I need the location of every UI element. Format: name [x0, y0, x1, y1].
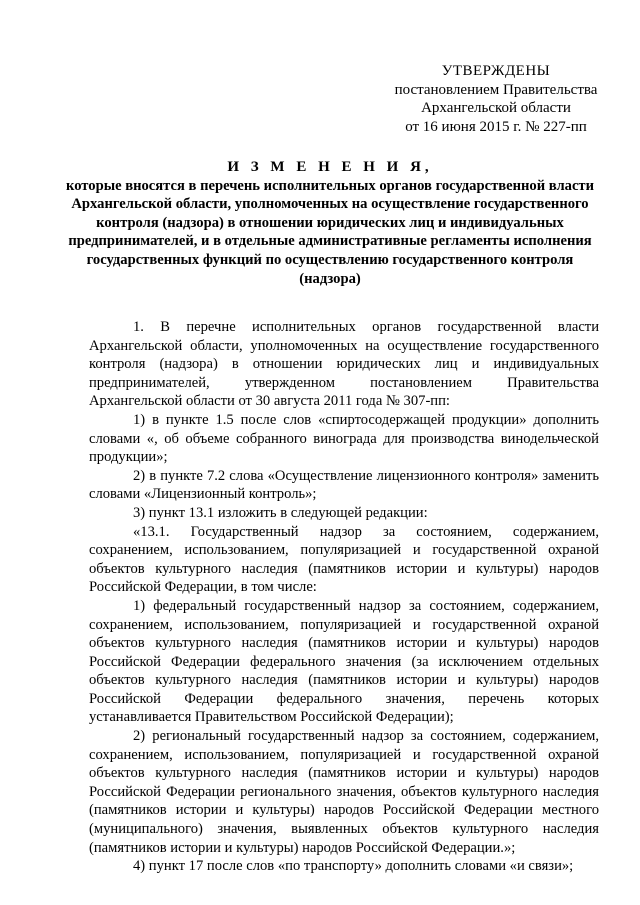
document-title	[64, 158, 596, 288]
paragraph-3: 2) в пункте 7.2 слова «Осуществление лицензионного контроля» заменить словами «Лицензионный контроль»;	[89, 467, 599, 503]
approval-region: Архангельской области	[421, 100, 571, 116]
paragraph-1: 1. В перечне исполнительных органов государственной власти Архангельской области, уполномоченных на осуществление государственного контроля (надзора) в отношении юридических лиц и индивидуальных предпринимателей, утвержденном постановлением Правительства Архангельской области от 30 августа 2011 года № 307-пп:	[89, 319, 599, 410]
approval-date-number: от 16 июня 2015 г. № 227-пп	[405, 118, 587, 135]
document-body	[89, 318, 599, 876]
paragraph-7: 2) региональный государственный надзор за состоянием, содержанием, сохранением, использованием, популяризацией и государственной охраной объектов культурного наследия (памятников истории и культуры) народов Российской Федерации регионального значения, объектов культурного наследия (памятников истории и культуры) народов Российской Федерации местного (муниципального) значения, выявленных объектов культурного наследия (памятников истории и культуры) народов Российской Федерации.»;	[89, 728, 599, 856]
paragraph-4: 3) пункт 13.1 изложить в следующей редакции:	[133, 504, 428, 521]
approval-authority: постановлением Правительства	[394, 81, 598, 98]
title-subtitle: которые вносятся в перечень исполнительных органов государственной власти Архангельской области, уполномоченных на осуществление государственного контроля (надзора) в отношении юридических лиц и индивидуальных предпринимателей, и в отдельные административные регламенты исполнения государственных функций по осуществлению государственного контроля (надзора)	[65, 177, 595, 287]
paragraph-8: 4) пункт 17 после слов «по транспорту» дополнить словами «и связи»;	[133, 858, 574, 875]
approval-status: УТВЕРЖДЕНЫ	[441, 63, 551, 79]
approval-block	[380, 62, 612, 136]
paragraph-6: 1) федеральный государственный надзор за состоянием, содержанием, сохранением, использованием, популяризацией и государственной охраной объектов культурного наследия (памятников истории и культуры) народов Российской Федерации федерального значения (за исключением отдельных объектов культурного наследия (памятников истории и культуры) народов Российской Федерации федерального значения, перечень которых устанавливается Правительством Российской Федерации);	[89, 597, 599, 726]
title-heading: И З М Е Н Е Н И Я,	[227, 159, 433, 175]
paragraph-5: «13.1. Государственный надзор за состоянием, содержанием, сохранением, использованием, популяризацией и государственной охраной объектов культурного наследия (памятников истории и культуры) народов Российской Федерации, в том числе:	[89, 523, 599, 596]
paragraph-2: 1) в пункте 1.5 после слов «спиртосодержащей продукции» дополнить словами «, об объеме собранного винограда для производства винодельческой продукции»;	[89, 411, 599, 466]
